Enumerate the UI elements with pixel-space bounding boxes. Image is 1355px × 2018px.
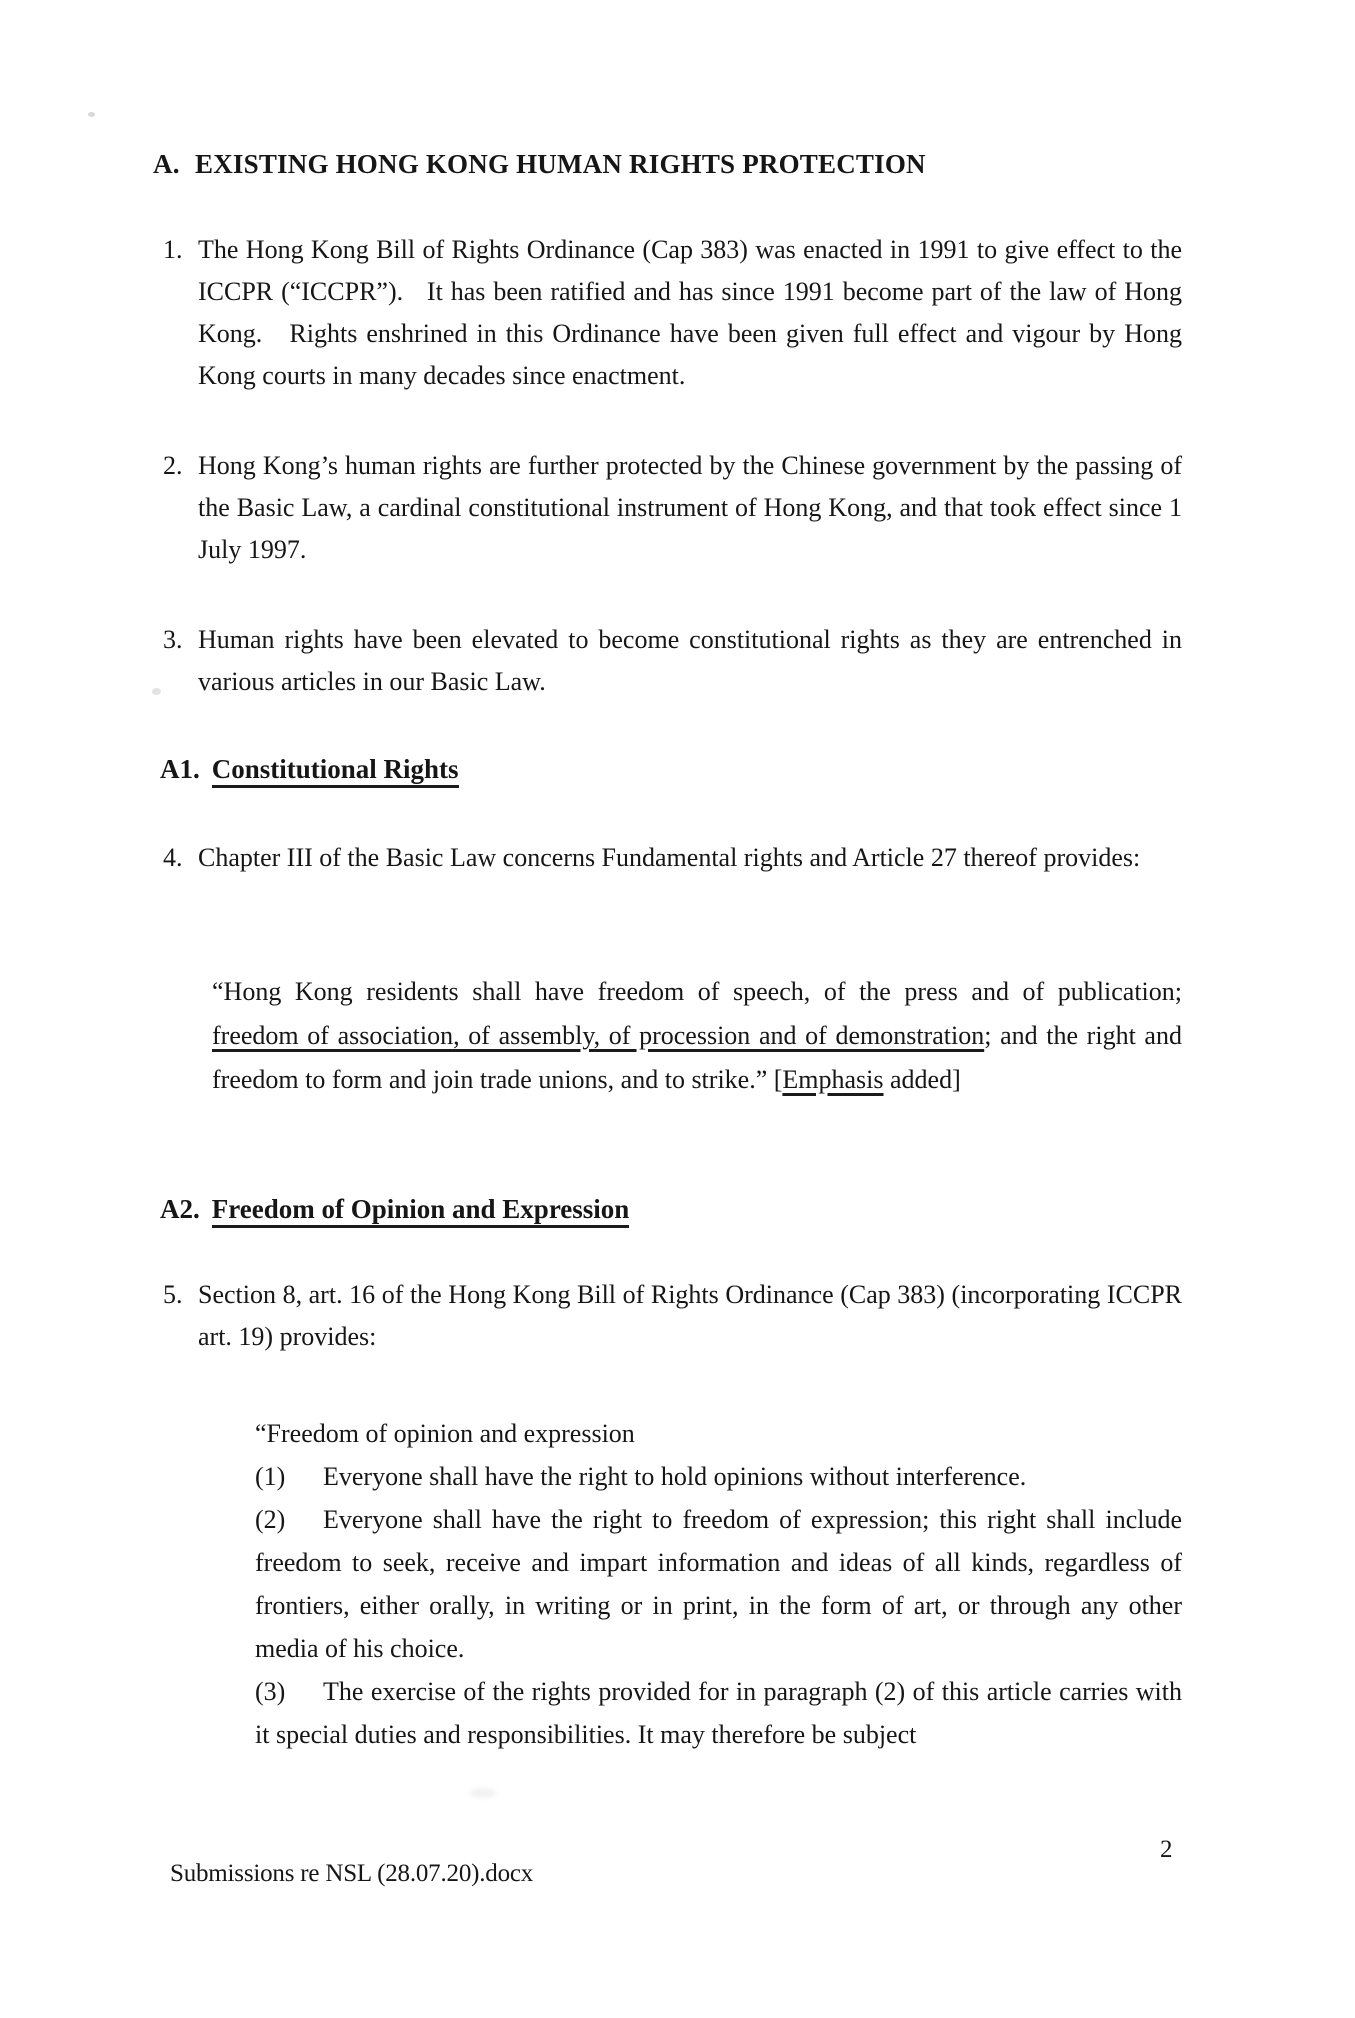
paragraph-4 [163,837,1182,879]
paragraph-number: 2. [163,451,183,480]
paragraph-number: 4. [163,843,183,872]
quote-item-number: (2) [255,1505,286,1534]
quote-text-underlined: Emphasis [782,1065,884,1094]
quote-item-number: (1) [255,1462,286,1491]
paragraph-text: Hong Kong’s human rights are further protected by the Chinese government by the passing of the Basic Law, a cardinal constitutional instrument of Hong Kong, and that took effect since 1 July 1997. [198,451,1182,564]
scan-artifact [152,688,161,695]
heading-number: A2. [160,1194,200,1224]
page-title [153,143,1182,185]
heading-text: Constitutional Rights [212,754,459,788]
block-quote-article-27 [212,970,1182,1102]
paragraph-2 [163,445,1182,571]
paragraph-3 [163,619,1182,703]
paragraph-text: Human rights have been elevated to become constitutional rights as they are entrenched in various articles in our Basic Law. [198,625,1182,696]
paragraph-5 [163,1274,1182,1358]
scan-artifact [470,1788,496,1798]
paragraph-text: The Hong Kong Bill of Rights Ordinance (Cap 383) was enacted in 1991 to give effect to the ICCPR (“ICCPR”). It has been ratified and has since 1991 become part of the law of Hong Kong. Rights enshrined in this Ordinance have been given full effect and vigour by Hong Kong courts in many decades since enactment. [198,235,1182,390]
quote-text: “Hong Kong residents shall have freedom of speech, of the press and of publication; [212,977,1182,1006]
quote-text: ; and the right and freedom to form and join trade unions, and to strike.” [ [212,1021,1182,1094]
heading-text: Freedom of Opinion and Expression [212,1194,630,1228]
quote-text-underlined: freedom of association, of assembly, of procession and of demonstration [212,1021,985,1050]
quote-item-number: (3) [255,1677,286,1706]
paragraph-1 [163,229,1182,397]
quote-heading: “Freedom of opinion and expression [255,1419,635,1448]
title-letter: A. [153,149,180,179]
paragraph-number: 1. [163,235,183,264]
quote-item-text: The exercise of the rights provided for in paragraph (2) of this article carries with it special duties and responsibilities. It may therefore be subject [255,1677,1182,1749]
paragraph-text: Chapter III of the Basic Law concerns Fundamental rights and Article 27 thereof provides: [198,843,1141,872]
paragraph-number: 5. [163,1280,183,1309]
section-heading-a1 [160,749,1179,789]
footer-filename: Submissions re NSL (28.07.20).docx [170,1860,534,1887]
paragraph-text: Section 8, art. 16 of the Hong Kong Bill of Rights Ordinance (Cap 383) (incorporating ICCPR art. 19) provides: [198,1280,1182,1351]
block-quote-bor-art-16 [255,1412,1182,1756]
quote-item-text: Everyone shall have the right to freedom of expression; this right shall include freedom to seek, receive and impart information and ideas of all kinds, regardless of frontiers, either orally, in writing or in print, in the form of art, or through any other media of his choice. [255,1505,1182,1663]
quote-text: added] [883,1065,961,1094]
title-text: EXISTING HONG KONG HUMAN RIGHTS PROTECTION [195,149,926,179]
quote-item-2 [255,1498,1182,1670]
scan-artifact [88,112,95,117]
quote-item-text: Everyone shall have the right to hold opinions without interference. [323,1462,1027,1491]
heading-number: A1. [160,754,200,784]
quote-item-1 [255,1455,1182,1498]
quote-item-3 [255,1670,1182,1756]
page-number: 2 [1160,1836,1173,1863]
section-heading-a2 [160,1189,1179,1229]
paragraph-number: 3. [163,625,183,654]
